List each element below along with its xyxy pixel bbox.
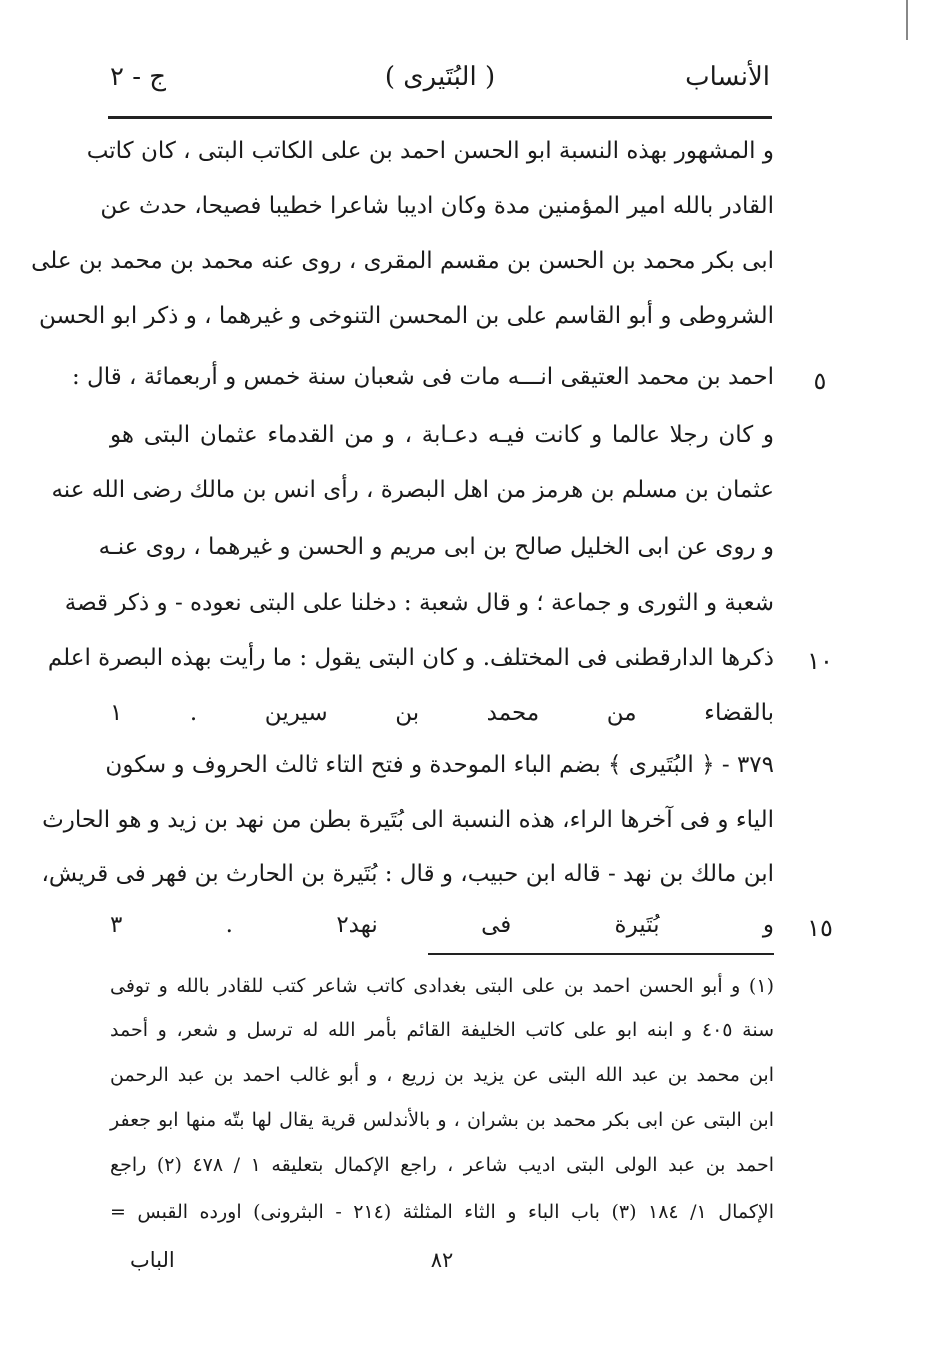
text-line: شعبة و الثورى و جماعة ؛ و قال شعبة : دخلنا على البتى نعوده - و ذكر قصة [64,590,774,616]
line-number: ٥ [813,367,827,395]
text-line: القادر بالله امير المؤمنين مدة وكان اديبا شاعرا خطيبا فصيحا، حدث عن [100,193,774,219]
running-header [110,58,770,102]
page-number: ٨٢ [430,1248,454,1272]
text-line: احمد بن محمد العتيقى انـــه مات فى شعبان سنة خمس و أربعمائة ، قال : [71,364,774,390]
text-line: بالقضاء من محمد بن سيرين . ١ [110,700,774,726]
footnote-line: (١) و أبو الحسن احمد بن على البتى بغدادى كاتب شاعر كتب للقادر بالله و توفى [110,975,774,997]
text-line: الياء و فى آخرها الراء، هذه النسبة الى بُتَيرة بطن من نهد بن زيد و هو الحارث [42,807,774,833]
text-line: و بُتَيرة فى نهد٢ . ٣ [110,912,774,938]
header-volume: ج - ٢ [110,62,167,92]
scan-edge-mark [906,0,908,40]
footnote-line: احمد بن عبد الولى البتى اديب شاعر ، راجع الإكمال بتعليقه ١ / ٤٧٨ (٢) راجع [110,1154,774,1176]
text-line: و كان رجلا عالما و كانت فيـه دعـابة ، و من القدماء عثمان البتى هو [110,422,774,448]
line-number: ١٥ [807,914,833,942]
footnote-line: ابن محمد بن عبد الله البتى عن يزيد بن زريع ، و أبو غالب احمد بن عبد الرحمن [110,1064,774,1086]
text-line: عثمان بن مسلم بن هرمز من اهل البصرة ، رأى انس بن مالك رضى الله عنه [51,477,774,503]
page-footer [110,1248,774,1284]
text-line: ٣٧٩ - ﴿ البُتَيرى ﴾ بضم الباء الموحدة و فتح التاء ثالث الحروف و سكون [105,752,774,778]
text-line: و المشهور بهذه النسبة ابو الحسن احمد بن على الكاتب البتى ، كان كاتب [86,138,774,164]
line-number: ١٠ [807,647,833,675]
text-line: الشروطى و أبو القاسم على بن المحسن التنوخى و غيرهما ، و ذكر ابو الحسن [38,303,774,329]
footnote-line: سنة ٤٠٥ و ابنه ابو على كاتب الخليفة القائم بأمر الله له ترسل و شعر، و أحمد [110,1019,774,1041]
text-line: و روى عن ابى الخليل صالح بن ابى مريم و الحسن و غيرهما ، روى عنـه [98,534,774,560]
text-line: ابى بكر محمد بن الحسن بن مقسم المقرى ، روى عنه محمد بن محمد بن على [31,248,774,274]
footnote-rule [428,953,774,955]
text-line: ذكرها الدارقطنى فى المختلف. و كان البتى يقول : ما رأيت بهذه البصرة اعلم [47,645,774,671]
header-rule [108,116,772,119]
header-entry-title: ( البُتَيرى ) [384,62,496,92]
catchword: الباب [130,1248,175,1272]
text-line: ابن مالك بن نهد - قاله ابن حبيب، و قال : بُتَيرة بن الحارث بن فهر فى قريش، [41,861,774,887]
header-book-title: الأنساب [685,62,770,92]
footnote-line: الإكمال ١/ ١٨٤ (٣) باب الباء و الثاء المثلثة (٢١٤ - البثرونى) اورده القبس = [110,1201,775,1223]
footnote-line: ابن البتى عن ابى بكر محمد بن بشران ، و بالأندلس قرية يقال لها بتّه منها ابو جعفر [110,1109,774,1131]
